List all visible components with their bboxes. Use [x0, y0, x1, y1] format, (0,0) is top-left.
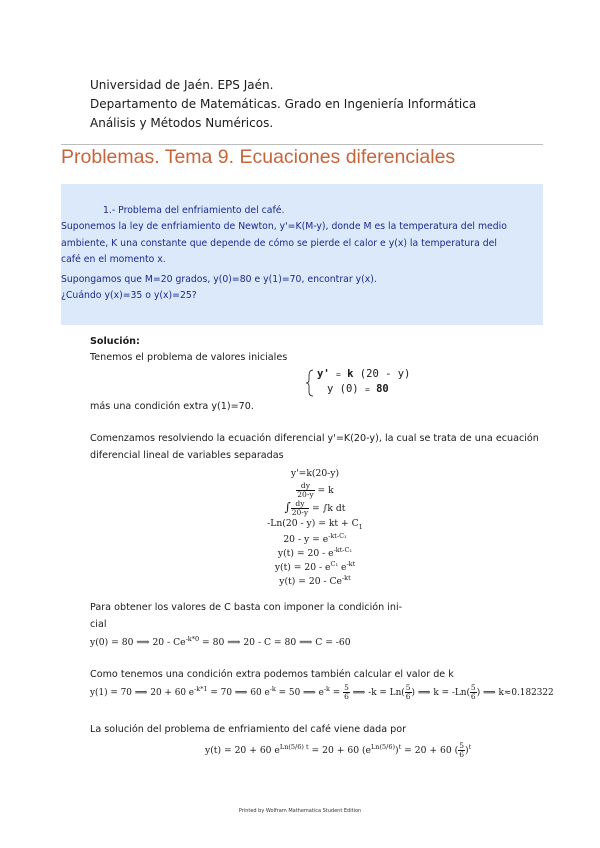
eq2-lhs: y (0) [327, 383, 359, 395]
print-footer: Printed by Wolfram Mathematica Student Edition [238, 808, 362, 814]
header-course: Análisis y Métodos Numéricos. [90, 116, 274, 130]
derivation-steps [240, 468, 390, 588]
page-title: Problemas. Tema 9. Ecuaciones diferenciales [61, 146, 456, 168]
eq1-rhs: (20 - y) [359, 368, 411, 380]
step-3: ∫ $\frac{dy}{20-y}$ = ∫k dt [284, 499, 346, 517]
eq1-equals: = [335, 370, 341, 379]
paragraph-1-line-1: Comenzamos resolviendo la ecuación diferencial y'=K(20-y), la cual se trata de una ecuación [90, 433, 539, 444]
eq2-equals: = [364, 385, 370, 394]
paragraph-2-line-1: Para obtener los valores de C basta con imponer la condición ini- [90, 602, 403, 613]
left-brace-icon [305, 368, 315, 398]
header-university: Universidad de Jaén. EPS Jaén. [90, 78, 274, 92]
condition-c: y(0) = 80 ⟹ $20 - Ce^{-k*0} = 80$ ⟹ 20 - C = 80 ⟹ C = -60 [90, 635, 351, 649]
problem-line: Suponemos la ley de enfriamiento de Newton, y'=K(M-y), donde M es la temperatura del medio [61, 221, 507, 232]
extra-condition: más una condición extra y(1)=70. [90, 401, 254, 412]
eq1-lhs: y' [317, 368, 330, 380]
paragraph-4: La solución del problema de enfriamiento del café viene dada por [90, 724, 407, 735]
step-4: -Ln(20 - y) = kt + $C_1$ [267, 518, 363, 531]
initial-value-system [305, 368, 415, 400]
problem-line: ambiente, K una constante que depende de cómo se pierde el calor e y(x) la temperatura del [61, 238, 497, 249]
problem-line: ¿Cuándo y(x)=35 o y(x)=25? [61, 290, 197, 301]
step-5: $20 - y = e^{-kt-C_1}$ [283, 532, 347, 546]
step-2: $\frac{dy}{20-y}$ = k [297, 481, 334, 499]
problem-line: café en el momento x. [61, 254, 166, 265]
final-solution: y(t) = 20 + 60 $e^{Ln(5/6) t} = 20 + 60$ $(e^{Ln(5/6)})^t = 20 + 60$ ( $\frac{5}{6}$ )$^t$ [205, 741, 472, 759]
step-1: y'=k(20-y) [290, 468, 340, 479]
eq2-rhs: 80 [376, 383, 389, 395]
title-rule [61, 144, 543, 145]
header-department: Departamento de Matemáticas. Grado en Ingeniería Informática [90, 97, 477, 111]
problem-box [61, 184, 543, 325]
step-6: $y(t) = 20 - e^{-kt-C_1}$ [277, 546, 353, 560]
step-8: $y(t) = 20 - Ce^{-kt}$ [279, 574, 351, 588]
eq1-k: k [347, 368, 354, 380]
problem-heading: 1.- Problema del enfriamiento del café. [103, 205, 285, 216]
paragraph-2-line-2: cial [90, 619, 107, 630]
paragraph-3: Como tenemos una condición extra podemos también calcular el valor de k [90, 669, 454, 680]
paragraph-1-line-2: diferencial lineal de variables separadas [90, 450, 284, 461]
problem-line: Supongamos que M=20 grados, y(0)=80 e y(1)=70, encontrar y(x). [61, 274, 377, 285]
condition-k: y(1) = 70 ⟹ 20 + 60 $e^{-k*1} = 70$ ⟹ 60 $e^{-k} = 50$ ⟹ $e^{-k}$ = $\frac{5}{6}$ ⟹ -k = Ln( $\frac{5}{6}$ ) ⟹ k = -Ln( $\frac{5}{6}$ ) ⟹ k≈0.182322 [90, 683, 554, 701]
step-7: $y(t) = 20 - e^{C_1}$ $e^{-kt}$ [274, 560, 356, 574]
solution-label: Solución: [90, 336, 140, 347]
solution-intro: Tenemos el problema de valores iniciales [90, 352, 288, 363]
